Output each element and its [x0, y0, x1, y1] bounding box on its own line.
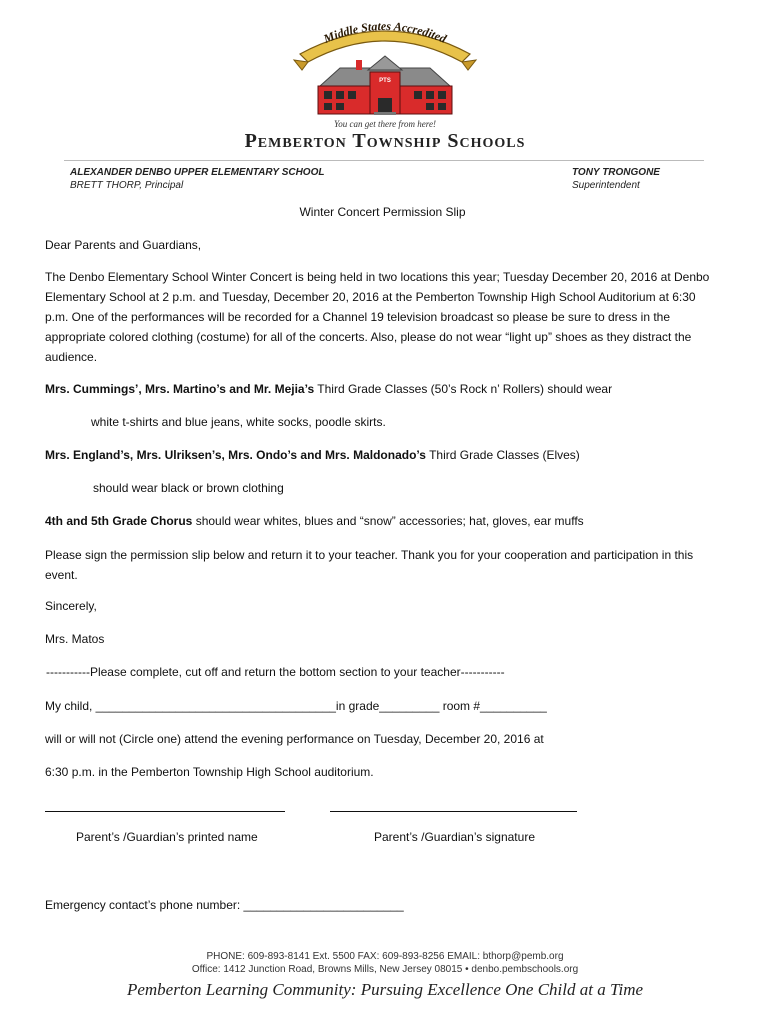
principal-name: BRETT THORP, Principal: [70, 180, 184, 191]
printed-name-signature-line[interactable]: [45, 811, 285, 812]
group2-attire: should wear black or brown clothing: [93, 481, 284, 495]
group1-attire: white t-shirts and blue jeans, white socks, poodle skirts.: [91, 415, 386, 429]
signoff: Sincerely,: [45, 599, 97, 613]
salutation: Dear Parents and Guardians,: [45, 238, 202, 252]
school-building-logo-graphic: [290, 14, 480, 119]
superintendent-info: [572, 166, 660, 192]
group3-teachers: 4th and 5th Grade Chorus: [45, 514, 193, 528]
group1-teachers: Mrs. Cummings’, Mrs. Martino’s and Mr. Mejia’s: [45, 382, 315, 396]
group3-instructions: [45, 514, 584, 528]
superintendent-name: TONY TRONGONE: [572, 167, 660, 178]
guardian-signature-line[interactable]: [330, 811, 577, 812]
school-info: [70, 166, 324, 192]
group2-teachers: Mrs. England’s, Mrs. Ulriksen’s, Mrs. Ondo’s and Mrs. Maldonado’s: [45, 448, 426, 462]
header-divider: [64, 160, 704, 161]
child-name-line[interactable]: My child, ____________________________________in grade_________ room #__________: [45, 699, 547, 713]
footer-address-line: Office: 1412 Junction Road, Browns Mills, New Jersey 08015 • denbo.pembschools.org: [191, 964, 579, 975]
closing-request: Please sign the permission slip below and return it to your teacher. Thank you for your cooperation and participation in this event.: [45, 548, 694, 582]
district-name: Pemberton Township Schools: [244, 130, 526, 152]
group3-text: should wear whites, blues and “snow” accessories; hat, gloves, ear muffs: [192, 514, 584, 528]
group1-text: Third Grade Classes (50’s Rock n’ Rollers) should wear: [314, 382, 613, 396]
footer-contact-line: PHONE: 609-893-8141 Ext. 5500 FAX: 609-893-8256 EMAIL: bthorp@pemb.org: [206, 951, 564, 962]
letter-title: Winter Concert Permission Slip: [299, 205, 466, 219]
letter-signature: Mrs. Matos: [45, 632, 105, 646]
printed-name-label: Parent’s /Guardian’s printed name: [76, 830, 258, 844]
attendance-line: will or will not (Circle one) attend the evening performance on Tuesday, December 20, 2016 at: [45, 732, 544, 746]
guardian-signature-label: Parent’s /Guardian’s signature: [374, 830, 535, 844]
group2-text: Third Grade Classes (Elves): [425, 448, 580, 462]
school-name: ALEXANDER DENBO UPPER ELEMENTARY SCHOOL: [70, 167, 325, 178]
accreditation-banner-text: Middle States Accredited: [321, 18, 449, 46]
group1-instructions: [45, 382, 612, 396]
superintendent-title: Superintendent: [572, 180, 640, 191]
district-motto: Pemberton Learning Community: Pursuing Excellence One Child at a Time: [126, 980, 644, 999]
district-logo: [290, 14, 480, 132]
group2-instructions: [45, 448, 580, 462]
intro-paragraph: The Denbo Elementary School Winter Concert is being held in two locations this year; Tuesday December 20, 2016 at Denbo Elementary School at 2 p.m. and Tuesday, December 20, 2016 at the Pemberton Township High School Auditorium at 6:30 p.m. One of the performances will be recorded for a Channel 19 television broadcast so please be sure to dress in the appropriate colored clothing (costume) for all of the concerts. Also, please do not wear “light up” shoes as they distract the audience.: [45, 270, 710, 364]
time-location-line: 6:30 p.m. in the Pemberton Township High School auditorium.: [45, 765, 374, 779]
emergency-contact-line[interactable]: Emergency contact’s phone number: ________________________: [45, 898, 404, 912]
district-tagline: You can get there from here!: [334, 119, 436, 129]
building-sign-text: PTS: [379, 78, 391, 84]
cut-line: -----------Please complete, cut off and return the bottom section to your teacher-----------: [46, 665, 505, 679]
